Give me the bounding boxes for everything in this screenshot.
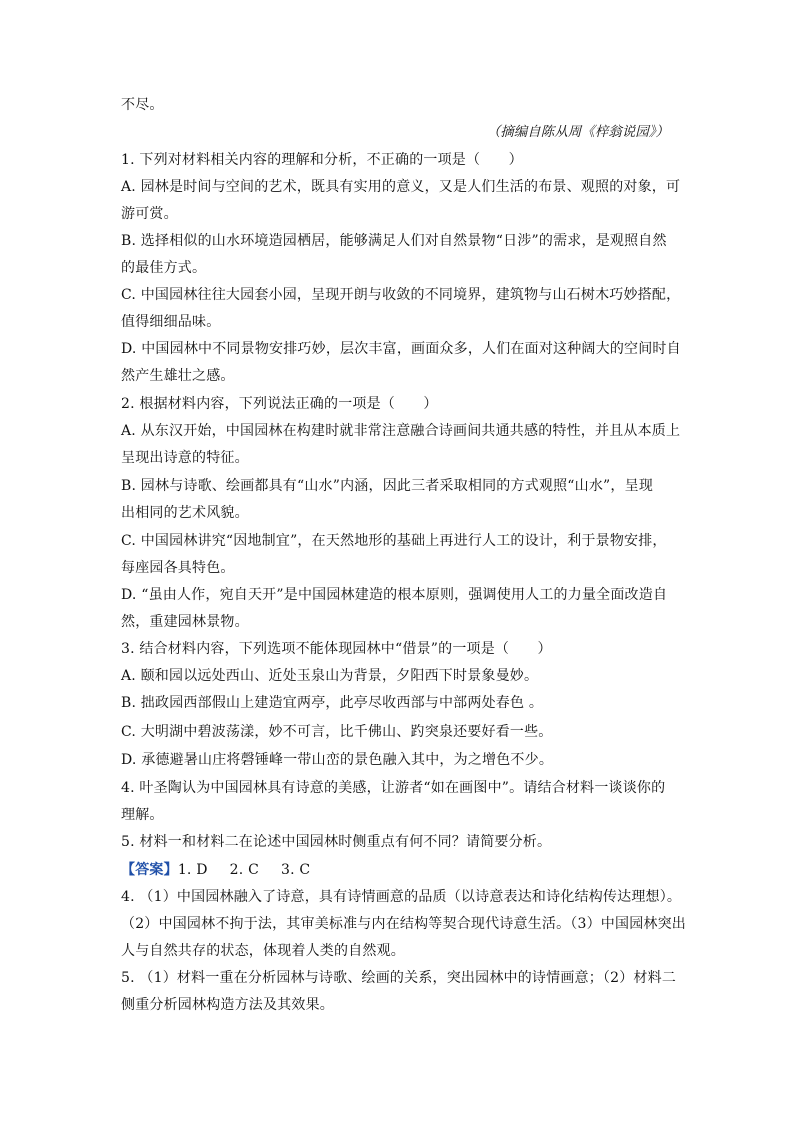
- q1-option-d: D. 中国园林中不同景物安排巧妙，层次丰富，画面众多，人们在面对这种阔大的空间时自: [121, 341, 681, 357]
- q2-option-d-cont: 然，重建园林景物。: [121, 614, 249, 630]
- q1-option-b: B. 选择相似的山水环境造园栖居，能够满足人们对自然景物“日涉”的需求，是观照自然: [121, 233, 667, 249]
- q1-option-c: C. 中国园林往往大园套小园，呈现开朗与收敛的不同境界，建筑物与山石树木巧妙搭配，: [121, 287, 681, 303]
- question-2-stem: 2. 根据材料内容，下列说法正确的一项是（ ）: [121, 396, 438, 412]
- q2-option-d: D. “虽由人作，宛自天开”是中国园林建造的根本原则，强调使用人工的力量全面改造自: [121, 587, 668, 603]
- source-citation: （摘编自陈从周《梓翁说园》）: [486, 124, 669, 140]
- q3-option-d: D. 承德避暑山庄将磬锤峰一带山峦的景色融入其中，为之增色不少。: [121, 752, 554, 768]
- q2-option-a-cont: 呈现出诗意的特征。: [121, 450, 249, 466]
- answer-1: 1. D: [177, 862, 208, 878]
- answer-4-line-1: 4. （1）中国园林融入了诗意，具有诗情画意的品质（以诗意表达和诗化结构传达理想）。: [121, 889, 682, 905]
- question-4-stem-cont: 理解。: [121, 807, 164, 823]
- q2-option-a: A. 从东汉开始，中国园林在构建时就非常注意融合诗画间共通共感的特性，并且从本质上: [121, 423, 681, 439]
- text-line: 不尽。: [121, 97, 164, 113]
- q1-option-a: A. 园林是时间与空间的艺术，既具有实用的意义，又是人们生活的布景、观照的对象，可: [121, 179, 681, 195]
- q3-option-b: B. 拙政园西部假山上建造宜两亭，此亭尽收西部与中部两处春色 。: [121, 695, 544, 711]
- answer-tag: 【答案】: [121, 862, 178, 878]
- answer-line: [121, 860, 681, 880]
- answer-2: 2. C: [229, 862, 259, 878]
- q1-option-b-cont: 的最佳方式。: [121, 260, 207, 276]
- answer-4-line-2: （2）中国园林不拘于法，其审美标准与内在结构等契合现代诗意生活。（3）中国园林突出: [121, 916, 687, 932]
- q1-option-a-cont: 游可赏。: [121, 206, 178, 222]
- question-3-stem: 3. 结合材料内容，下列选项不能体现园林中“借景”的一项是（ ）: [121, 641, 552, 657]
- q3-option-a: A. 颐和园以远处西山、近处玉泉山为背景，夕阳西下时景象曼妙。: [121, 668, 539, 684]
- q2-option-b-cont: 出相同的艺术风貌。: [121, 505, 249, 521]
- answer-4-line-3: 人与自然共存的状态，体现着人类的自然观。: [121, 943, 405, 959]
- question-1-stem: 1. 下列对材料相关内容的理解和分析，不正确的一项是（ ）: [121, 152, 523, 168]
- answer-5-line-2: 侧重分析园林构造方法及其效果。: [121, 997, 334, 1013]
- q1-option-c-cont: 值得细细品味。: [121, 314, 221, 330]
- q2-option-c: C. 中国园林讲究“因地制宜”，在天然地形的基础上再进行人工的设计，利于景物安排，: [121, 533, 667, 549]
- question-5-stem: 5. 材料一和材料二在论述中国园林时侧重点有何不同？请简要分析。: [121, 834, 552, 850]
- question-4-stem: 4. 叶圣陶认为中国园林具有诗意的美感，让游者“如在画图中”。请结合材料一谈谈你的: [121, 780, 666, 796]
- answer-5-line-1: 5. （1）材料一重在分析园林与诗歌、绘画的关系，突出园林中的诗情画意；（2）材料二: [121, 970, 677, 986]
- q1-option-d-cont: 然产生雄壮之感。: [121, 368, 235, 384]
- q2-option-c-cont: 每座园各具特色。: [121, 560, 235, 576]
- q3-option-c: C. 大明湖中碧波荡漾，妙不可言，比千佛山、趵突泉还要好看一些。: [121, 724, 553, 740]
- q2-option-b: B. 园林与诗歌、绘画都具有“山水”内涵，因此三者采取相同的方式观照“山水”，呈现: [121, 478, 654, 494]
- answer-3: 3. C: [280, 862, 311, 878]
